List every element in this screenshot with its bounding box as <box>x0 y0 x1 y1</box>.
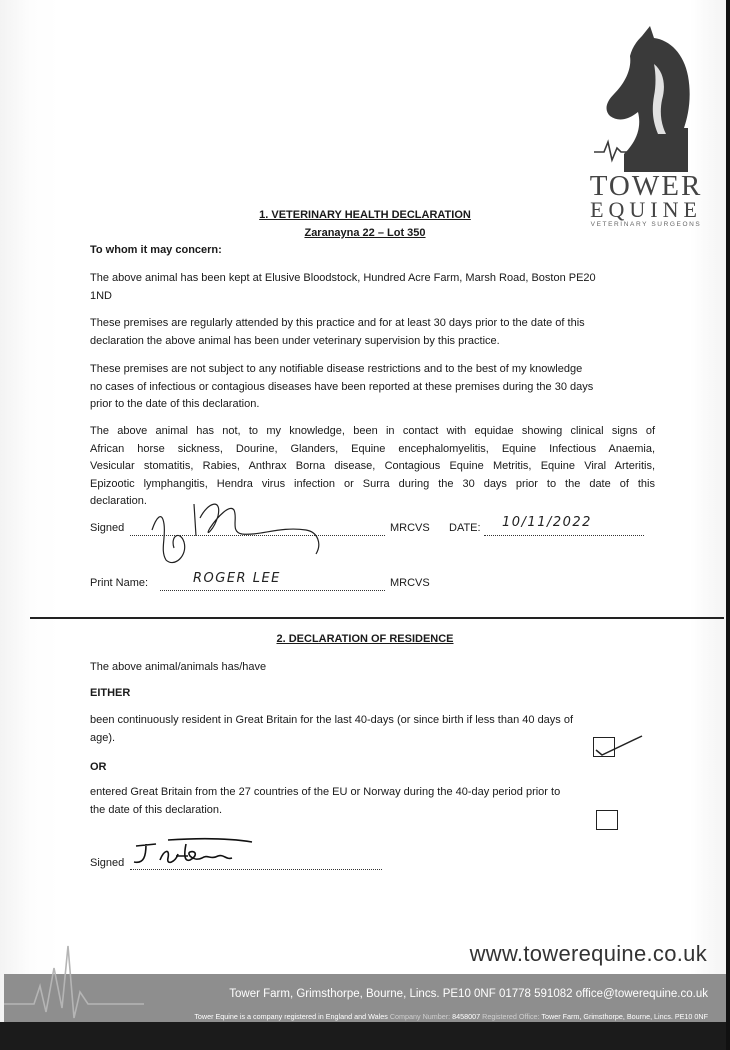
vet-signature <box>130 488 330 568</box>
entered-checkbox[interactable] <box>596 810 618 830</box>
para-premises-kept: The above animal has been kept at Elusive Bloodstock, Hundred Acre Farm, Marsh Road, Boston PE20 1ND <box>90 272 596 302</box>
resident-check-mark-icon <box>590 728 646 760</box>
section1-subtitle: Zaranayna 22 – Lot 350 <box>304 227 426 239</box>
right-edge-strip <box>726 0 730 1050</box>
website-link[interactable]: www.towerequine.co.uk <box>469 941 707 966</box>
chess-knight-icon <box>584 24 714 174</box>
section-divider <box>30 617 724 619</box>
signed-label-1: Signed <box>90 522 125 534</box>
tower-equine-logo <box>584 24 714 234</box>
date-label: DATE: <box>449 522 481 534</box>
residence-intro: The above animal/animals has/have <box>90 661 267 673</box>
print-name-line[interactable] <box>160 590 385 591</box>
section2-title: 2. DECLARATION OF RESIDENCE <box>276 633 454 645</box>
footer-address: Tower Farm, Grimsthorpe, Bourne, Lincs. PE10 0NF 01778 591082 office@towerequine.co.uk <box>229 988 708 1000</box>
logo-wordmark-tower: TOWER <box>589 170 703 202</box>
or-label: OR <box>90 761 107 773</box>
date-value: 10/11/2022 <box>502 515 592 530</box>
para-disease-restrictions: These premises are not subject to any notifiable disease restrictions and to the best of my knowledge no cases of infectious or contagious diseases have been reported at these premises during the 30 days prior to the date of this declaration. <box>90 363 594 410</box>
bottom-edge-strip <box>0 1022 730 1050</box>
logo-wordmark-equine: EQUINE <box>590 197 702 222</box>
print-name-value: ROGER LEE <box>193 571 281 586</box>
heartbeat-icon <box>4 938 144 1022</box>
para-premises-attended: These premises are regularly attended by this practice and for at least 30 days prior to the date of this declaration the above animal has been under veterinary supervision by this practice. <box>90 317 585 347</box>
owner-signature <box>128 836 258 872</box>
logo-tagline: VETERINARY SURGEONS <box>590 221 702 228</box>
option-entered-text: entered Great Britain from the 27 countries of the EU or Norway during the 40-day period prior to the date of this declaration. <box>90 786 561 816</box>
section1-title: 1. VETERINARY HEALTH DECLARATION <box>259 209 471 221</box>
option-resident-text: been continuously resident in Great Britain for the last 40-days (or since birth if less than 40 days of age). <box>90 714 574 744</box>
salutation: To whom it may concern: <box>90 244 222 256</box>
footer-registration: Tower Equine is a company registered in England and Wales Company Number: 8458007 Registered Office: Tower Farm, Grimsthorpe, Bourne, Lincs. PE10 0NF <box>194 1012 708 1021</box>
date-line[interactable] <box>484 535 644 536</box>
mrcvs-label-2: MRCVS <box>390 577 430 589</box>
para-equidae-contact: The above animal has not, to my knowledge, been in contact with equidae showing clinical signs of African horse sickness, Dourine, Glanders, Equine encephalomyelitis, Equine Infectious Anaemia, Vesicular stomatitis, Rabies, Anthrax Borna disease, Contagious Equine Metritis, Equine Viral Arteritis, Epizootic lymphangitis, Hendra virus infection or Surra during the 30 days prior to the date of this declaration. <box>90 425 655 507</box>
either-label: EITHER <box>90 687 131 699</box>
print-name-label: Print Name: <box>90 577 149 589</box>
mrcvs-label-1: MRCVS <box>390 522 430 534</box>
signed-label-2: Signed <box>90 857 125 869</box>
